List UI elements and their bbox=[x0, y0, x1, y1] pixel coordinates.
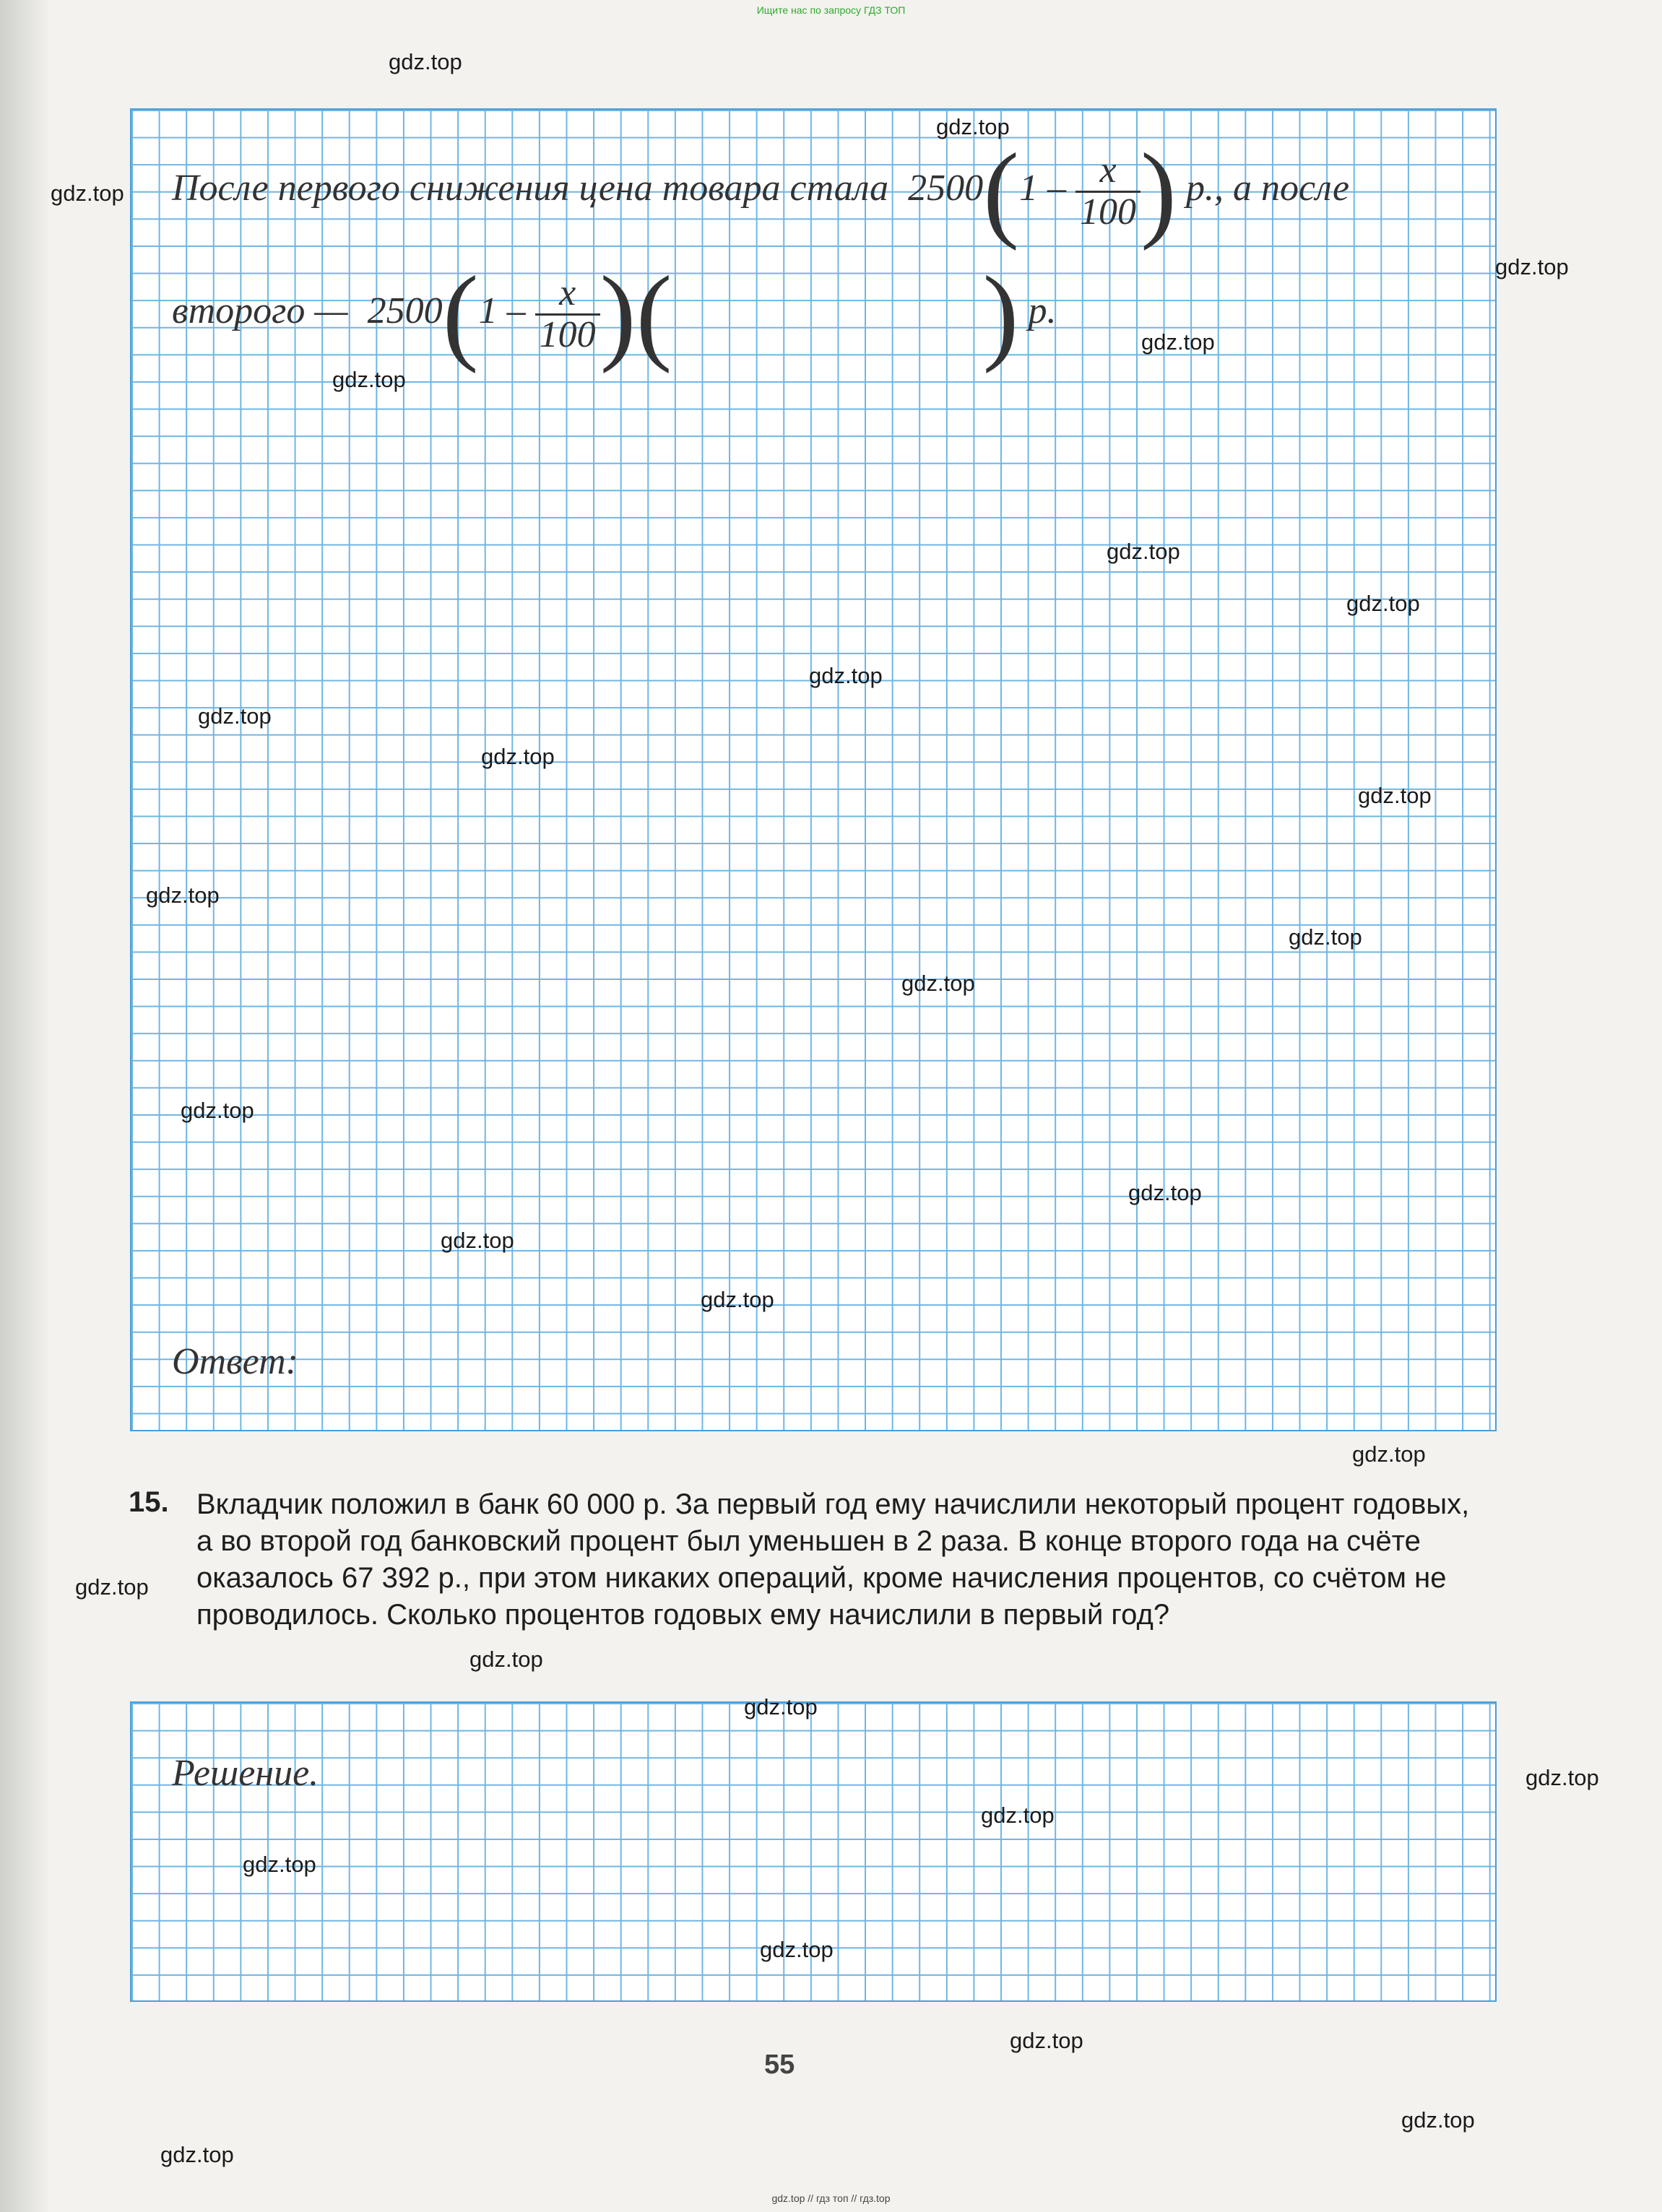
watermark: gdz.top bbox=[760, 1937, 834, 1962]
watermark: gdz.top bbox=[1495, 254, 1569, 279]
fraction-x-100: $\frac{x}{100}$ bbox=[1075, 151, 1141, 232]
watermark: gdz.top bbox=[901, 971, 975, 996]
line2-text: второго — bbox=[172, 290, 348, 331]
answer-label: Ответ: bbox=[172, 1341, 298, 1382]
watermark: gdz.top bbox=[809, 663, 883, 688]
watermark: gdz.top bbox=[198, 703, 272, 729]
watermark: gdz.top bbox=[1107, 539, 1180, 564]
watermark: gdz.top bbox=[389, 49, 462, 74]
line1-number: 2500 bbox=[908, 167, 984, 209]
watermark: gdz.top bbox=[75, 1574, 149, 1600]
watermark: gdz.top bbox=[332, 367, 406, 392]
watermark: gdz.top bbox=[936, 114, 1010, 139]
watermark: gdz.top bbox=[1346, 591, 1420, 616]
solution-line-2 bbox=[172, 254, 1057, 374]
paren-open-3: ( bbox=[636, 254, 672, 374]
line1-text: После первого снижения цена товара стала bbox=[172, 167, 889, 209]
task-text: Вкладчик положил в банк 60 000 р. За первый год ему начислили некоторый процент годовых, а во второй год банковский процент был уменьшен в 2 раза. В конце второго года на счёте оказалось 67 392 р., при этом никаких операций, кроме начисления процентов, со счётом не проводилось. Сколько процентов годовых ему начислили в первый год? bbox=[196, 1488, 1470, 1631]
paren-open-2: ( bbox=[442, 254, 479, 374]
solution-label: Решение. bbox=[172, 1753, 319, 1794]
watermark: gdz.top bbox=[441, 1228, 514, 1253]
watermark: gdz.top bbox=[1352, 1441, 1426, 1467]
line2-tail: р. bbox=[1028, 290, 1057, 331]
paren-close-3: ) bbox=[982, 254, 1019, 374]
watermark: gdz.top bbox=[160, 2142, 234, 2167]
watermark: gdz.top bbox=[1128, 1180, 1202, 1205]
watermark: gdz.top bbox=[146, 882, 220, 908]
line2-number: 2500 bbox=[367, 290, 443, 331]
bottom-promo-note: gdz.top // гдз топ // гдз.top bbox=[771, 2193, 891, 2204]
solution-line-1 bbox=[172, 131, 1350, 251]
watermark: gdz.top bbox=[51, 181, 124, 206]
paren-close: ) bbox=[1141, 131, 1177, 251]
watermark: gdz.top bbox=[1141, 329, 1215, 355]
watermark: gdz.top bbox=[744, 1694, 818, 1719]
line1-tail: р., а после bbox=[1185, 167, 1350, 209]
one-minus: 1 – bbox=[1019, 167, 1067, 209]
watermark: gdz.top bbox=[1289, 924, 1362, 950]
page-number: 55 bbox=[764, 2050, 795, 2080]
watermark: gdz.top bbox=[1401, 2107, 1475, 2133]
one-minus-2: 1 – bbox=[478, 290, 526, 331]
top-promo-note: Ищите нас по запросу ГДЗ ТОП bbox=[756, 4, 906, 16]
fraction-x-100-2: $\frac{x}{100}$ bbox=[535, 274, 600, 355]
watermark: gdz.top bbox=[1525, 1765, 1599, 1790]
page-edge-shadow bbox=[0, 0, 51, 2212]
watermark: gdz.top bbox=[243, 1852, 316, 1877]
watermark: gdz.top bbox=[1358, 783, 1432, 808]
watermark: gdz.top bbox=[701, 1287, 774, 1312]
task-number: 15. bbox=[129, 1486, 169, 1518]
paren-close-2: ) bbox=[600, 254, 636, 374]
paren-open: ( bbox=[983, 131, 1020, 251]
watermark: gdz.top bbox=[981, 1803, 1055, 1828]
watermark: gdz.top bbox=[481, 744, 555, 769]
watermark: gdz.top bbox=[469, 1647, 543, 1672]
watermark: gdz.top bbox=[1010, 2028, 1083, 2053]
watermark: gdz.top bbox=[181, 1098, 254, 1123]
